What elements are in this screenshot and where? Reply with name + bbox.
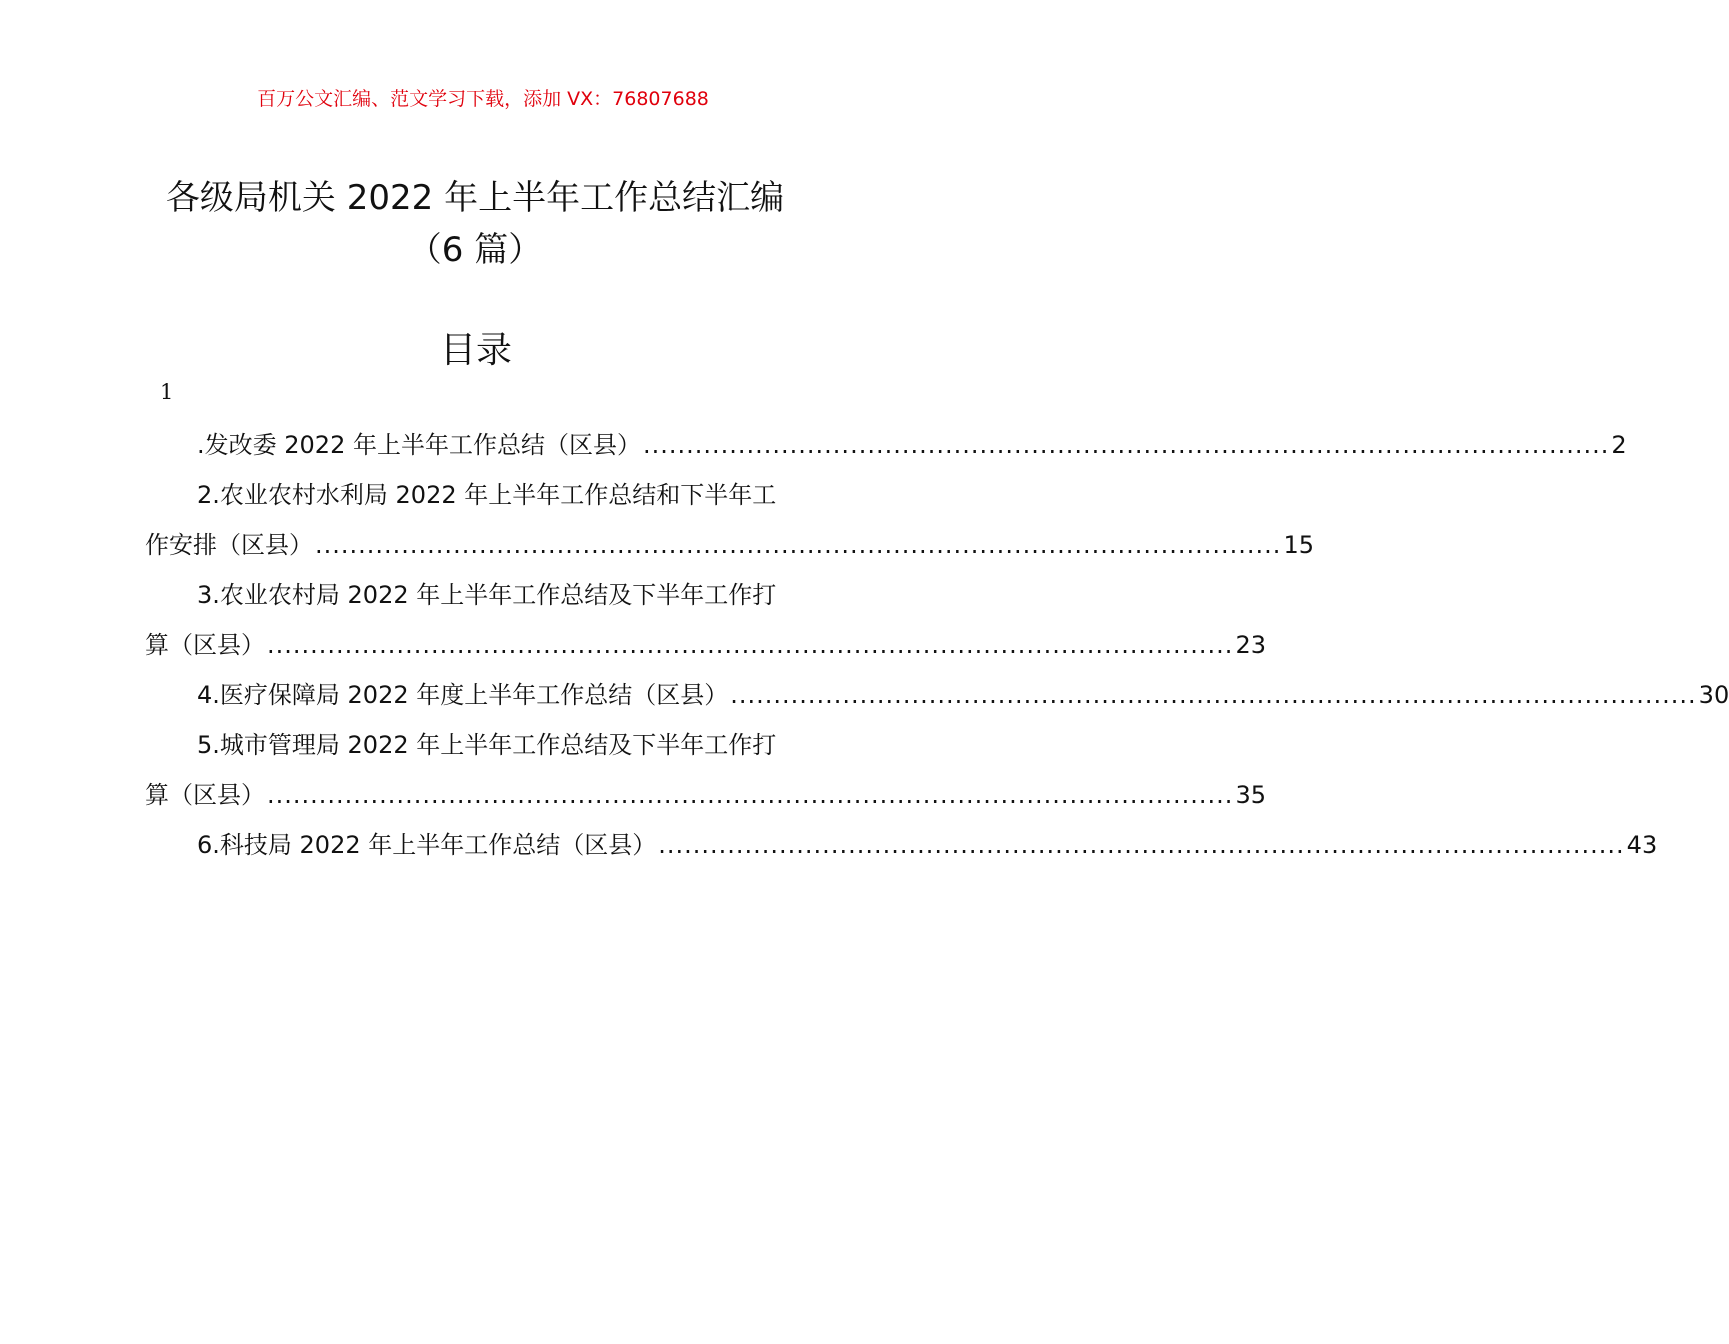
toc-entry-4[interactable] [145,670,1729,720]
toc-entry-title-continued: 作安排（区县） [145,531,313,559]
toc-entry-title: .发改委 2022 年上半年工作总结（区县） [197,431,641,459]
toc-entry-page: 2 [1611,431,1627,459]
toc-entry-page: 15 [1283,531,1314,559]
toc-entry-title: 5.城市管理局 2022 年上半年工作总结及下半年工作打 [197,731,777,759]
toc-leader-dots: ................................................................................................................ [267,631,1234,659]
title-line-2: （6 篇） [407,230,543,270]
toc-heading: 目录 [439,330,512,371]
toc-leader-dots: ................................................................................................................ [730,681,1697,709]
toc-entry-title: 3.农业农村局 2022 年上半年工作总结及下半年工作打 [197,581,777,609]
toc-entry-page: 30 [1698,681,1729,709]
toc-leader-dots: ................................................................................................................ [267,781,1234,809]
toc-entry-3[interactable] [145,570,1266,670]
toc-entry-6[interactable] [145,820,1658,870]
toc-entry-page: 35 [1235,781,1266,809]
header-watermark-note: 百万公文汇编、范文学习下载，添加 VX：76807688 [257,88,709,110]
document-title [0,172,950,276]
title-line-1: 各级局机关 2022 年上半年工作总结汇编 [165,178,785,218]
toc-entry-1[interactable] [145,420,1627,470]
toc-entry-title-continued: 算（区县） [145,781,265,809]
toc-entry-title-continued: 算（区县） [145,631,265,659]
toc-leader-dots: ................................................................................................................ [642,431,1610,459]
toc-entry-title: 4.医疗保障局 2022 年度上半年工作总结（区县） [197,681,729,709]
toc-entry-title: 2.农业农村水利局 2022 年上半年工作总结和下半年工 [197,481,777,509]
toc-entry-page: 23 [1235,631,1266,659]
toc-entry-page: 43 [1626,831,1658,859]
toc-entry-title: 6.科技局 2022 年上半年工作总结（区县） [197,831,657,859]
toc-entry-2[interactable] [145,470,1314,570]
table-of-contents [145,420,1729,870]
toc-leader-dots: ................................................................................................................ [315,531,1282,559]
toc-leader-dots: ................................................................................................................ [658,831,1625,859]
page-number: 1 [160,380,174,404]
toc-entry-5[interactable] [145,720,1266,820]
